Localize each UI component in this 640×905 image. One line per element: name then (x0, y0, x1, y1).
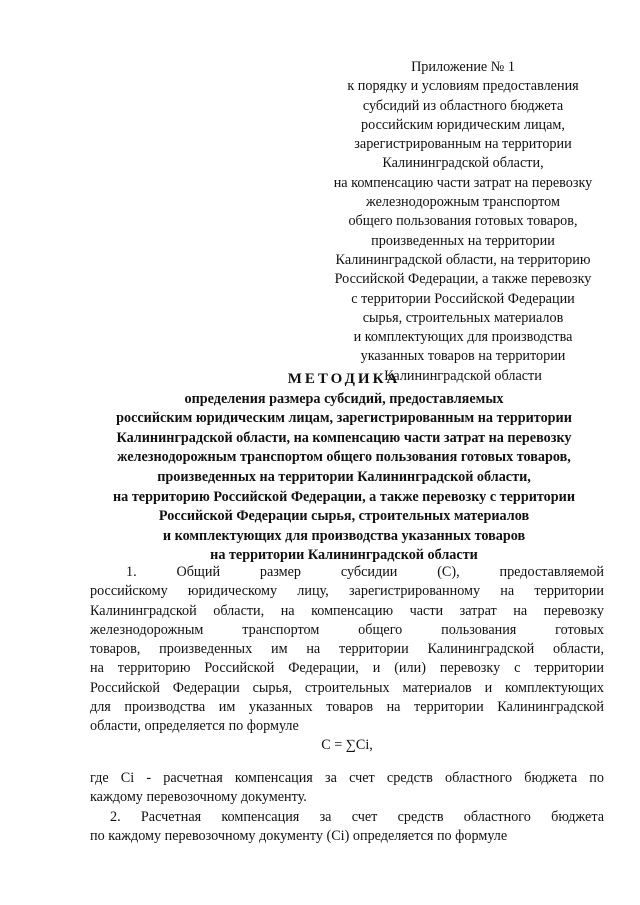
appendix-line: общего пользования готовых товаров, (348, 213, 578, 230)
paragraph-line: где Ci - расчетная компенсация за счет средств областного бюджета по (90, 770, 604, 786)
paragraph-line: области, определяется по формуле (90, 718, 299, 735)
heading-line: железнодорожным транспортом общего пользования готовых товаров, (117, 449, 571, 466)
paragraph-line: товаров, произведенных им на территории Калининградской области, (90, 641, 604, 658)
paragraph-line: на территорию Российской Федерации, и (или) перевозку с территории (90, 660, 604, 677)
appendix-line: указанных товаров на территории (360, 348, 566, 365)
appendix-line: Приложение № 1 (411, 59, 515, 75)
paragraph-definitions (90, 769, 604, 846)
appendix-line: произведенных на территории (371, 232, 555, 249)
heading-line: на территории Калининградской области (210, 547, 478, 564)
heading-line: Калининградской области, на компенсацию части затрат на перевозку (116, 429, 572, 446)
formula-sum: С = ∑Ci, (321, 737, 373, 753)
methodology-title: МЕТОДИКА (287, 371, 401, 387)
appendix-line: Калининградской области, на территорию (335, 251, 591, 268)
paragraph-line: 1. Общий размер субсидии (С), предоставляемой (126, 564, 604, 580)
appendix-line: к порядку и условиям предоставления (347, 78, 579, 95)
paragraph-line: железнодорожным транспортом общего пользования готовых (90, 621, 604, 638)
paragraph-line: каждому перевозочному документу. (90, 789, 307, 806)
paragraph-1 (90, 563, 604, 737)
methodology-heading (86, 370, 602, 566)
heading-line: произведенных на территории Калининградской области, (157, 468, 531, 485)
appendix-line: и комплектующих для производства (353, 329, 573, 346)
heading-line: Российской Федерации сырья, строительных материалов (158, 508, 530, 525)
appendix-line: сырья, строительных материалов (362, 309, 564, 326)
heading-line: российским юридическим лицам, зарегистрированным на территории (116, 410, 572, 427)
appendix-line: железнодорожным транспортом (365, 194, 560, 211)
paragraph-line: для производства им указанных товаров на территории Калининградской (90, 699, 604, 716)
appendix-line: российским юридическим лицам, (361, 116, 565, 133)
heading-line: и комплектующих для производства указанных товаров (162, 527, 526, 544)
paragraph-line: Российской Федерации сырья, строительных материалов и комплектующих (90, 679, 604, 696)
appendix-line: на компенсацию части затрат на перевозку (333, 174, 593, 191)
appendix-line: зарегистрированным на территории (354, 136, 572, 153)
heading-line: на территорию Российской Федерации, а также перевозку с территории (113, 488, 575, 505)
paragraph-line: 2. Расчетная компенсация за счет средств областного бюджета (110, 808, 604, 825)
appendix-line: Калининградской области (384, 367, 542, 384)
appendix-line: с территории Российской Федерации (351, 290, 575, 307)
appendix-line: субсидий из областного бюджета (362, 97, 564, 114)
paragraph-line: Калининградской области, на компенсацию части затрат на перевозку (90, 602, 604, 619)
appendix-header (318, 58, 608, 386)
appendix-line: Калининградской области, (382, 155, 544, 172)
paragraph-line: российскому юридическому лицу, зарегистрированному на территории (90, 583, 604, 600)
appendix-line: Российской Федерации, а также перевозку (334, 271, 592, 288)
heading-line: определения размера субсидий, предоставляемых (184, 390, 504, 407)
paragraph-line: по каждому перевозочному документу (Ci) определяется по формуле (90, 827, 508, 844)
